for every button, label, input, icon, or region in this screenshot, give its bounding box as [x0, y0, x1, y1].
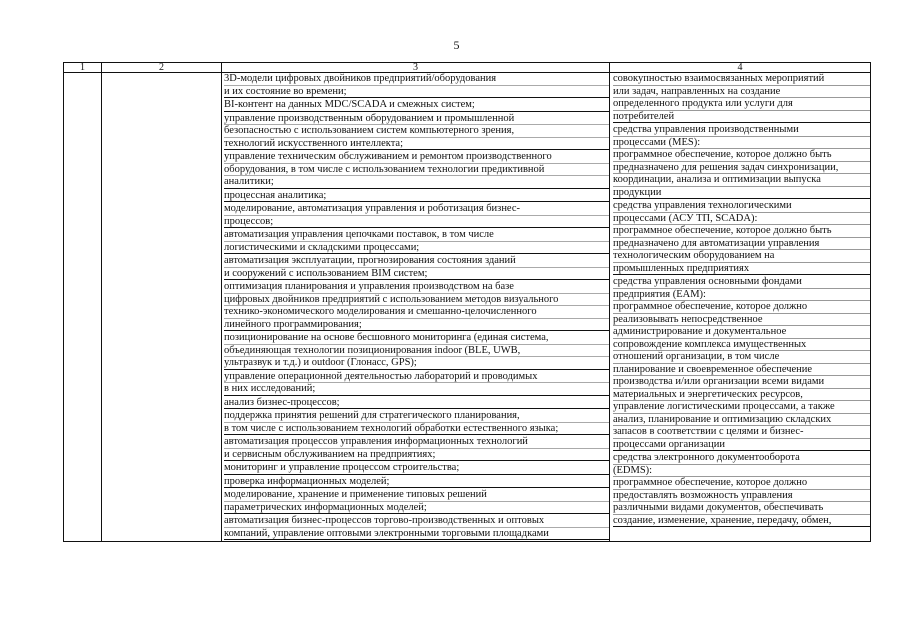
text-line: или задач, направленных на создание [613, 86, 870, 99]
text-line: администрирование и документальное [613, 326, 870, 339]
text-line: программное обеспечение, которое должно быть [613, 149, 870, 162]
text-line: 3D-модели цифровых двойников предприятий/оборудования [224, 73, 609, 86]
col-1-cell [64, 73, 102, 542]
text-line: процессов; [224, 216, 609, 229]
table-header-row [64, 63, 871, 73]
text-line: процессная аналитика; [224, 190, 609, 203]
text-line: в том числе с использованием технологий обработки естественного языка; [224, 423, 609, 436]
col-3-item [224, 113, 609, 151]
col-3-item [224, 332, 609, 370]
text-line: ультразвук и т.д.) и outdoor (Глонасс, GPS); [224, 357, 609, 370]
text-line: поддержка принятия решений для стратегического планирования, [224, 410, 609, 423]
col-3-item [224, 436, 609, 461]
col-3-item [224, 489, 609, 514]
col-2-cell [102, 73, 222, 542]
text-line: и сервисным обслуживанием на предприятиях; [224, 449, 609, 462]
text-line: цифровых двойников предприятий с использованием методов визуального [224, 294, 609, 307]
document-table [63, 62, 871, 542]
col-3-item [224, 397, 609, 410]
text-line: аналитики; [224, 176, 609, 189]
col-4-definition-block [613, 276, 870, 451]
col-3-item [224, 462, 609, 475]
text-line: линейного программирования; [224, 319, 609, 332]
col-3-item [224, 255, 609, 280]
text-line: запасов в соответствии с целями и бизнес- [613, 426, 870, 439]
text-line: координации, анализа и оптимизации выпуска [613, 174, 870, 187]
text-line: создание, изменение, хранение, передачу, обмен, [613, 514, 832, 526]
header-col-4: 4 [610, 63, 871, 73]
text-line: процессами (MES): [613, 137, 870, 150]
text-line: средства управления технологическими [613, 200, 870, 213]
text-line: управление операционной деятельностью лабораторий и проводимых [224, 371, 609, 384]
col-3-item [224, 476, 609, 489]
col-3-cell [222, 73, 610, 542]
col-4-text [610, 73, 870, 528]
text-line: оптимизация планирования и управления производством на базе [224, 281, 609, 294]
col-3-item [224, 515, 609, 540]
table-row [64, 73, 871, 542]
text-line: определенного продукта или услуги для [613, 98, 870, 111]
text-line: предоставлять возможность управления [613, 490, 870, 503]
text-line: мониторинг и управление процессом строительства; [224, 462, 609, 475]
text-line: средства электронного документооборота [613, 452, 870, 465]
col-3-item [224, 99, 609, 112]
text-line: реализовывать непосредственное [613, 314, 870, 327]
text-line: отношений организации, в том числе [613, 351, 870, 364]
text-line: безопасностью с использованием систем компьютерного зрения, [224, 125, 609, 138]
col-3-item [224, 371, 609, 396]
col-3-item [224, 190, 609, 203]
text-line: производства и/или организации всеми видами [613, 376, 870, 389]
text-line: процессами (АСУ ТП, SCADA): [613, 213, 870, 226]
page-number: 5 [453, 38, 460, 52]
header-col-3: 3 [222, 63, 610, 73]
col-3-item [224, 229, 609, 254]
text-line: автоматизация процессов управления информационных технологий [224, 436, 609, 449]
text-line: автоматизация бизнес-процессов торгово-производственных и оптовых [224, 515, 609, 528]
text-line: параметрических информационных моделей; [224, 502, 609, 515]
text-line: BI-контент на данных MDC/SCADA и смежных систем; [224, 99, 609, 112]
text-line: материальных и энергетических ресурсов, [613, 389, 870, 402]
col-3-item [224, 281, 609, 331]
text-line: предназначено для решения задач синхронизации, [613, 162, 870, 175]
text-line: промышленных предприятиях [613, 262, 750, 274]
text-line: программное обеспечение, которое должно быть [613, 225, 870, 238]
text-line: автоматизация эксплуатации, прогнозирования состояния зданий [224, 255, 609, 268]
text-line: моделирование, автоматизация управления и роботизация бизнес- [224, 203, 609, 216]
text-line: анализ бизнес-процессов; [224, 397, 609, 410]
col-3-text [222, 73, 609, 541]
text-line: управление техническим обслуживанием и ремонтом производственного [224, 151, 609, 164]
text-line: автоматизация управления цепочками поставок, в том числе [224, 229, 609, 242]
text-line: совокупностью взаимосвязанных мероприятий [613, 73, 870, 86]
text-line: моделирование, хранение и применение типовых решений [224, 489, 609, 502]
col-4-cell [610, 73, 871, 542]
col-3-item [224, 203, 609, 228]
text-line: проверка информационных моделей; [224, 476, 609, 489]
text-line: продукции [613, 186, 662, 198]
text-line: технологическим оборудованием на [613, 250, 870, 263]
text-line: программное обеспечение, которое должно [613, 477, 870, 490]
col-4-definition-block [613, 124, 870, 199]
text-line: планирование и своевременное обеспечение [613, 364, 870, 377]
text-line: анализ, планирование и оптимизацию складских [613, 414, 870, 427]
text-line: управление производственным оборудованием и промышленной [224, 113, 609, 126]
text-line: (EDMS): [613, 465, 870, 478]
text-line: процессами организации [613, 438, 726, 450]
text-line: предназначено для автоматизации управления [613, 238, 870, 251]
text-line: оборудования, в том числе с использованием технологии предиктивной [224, 164, 609, 177]
col-4-definition-block [613, 200, 870, 275]
text-line: в них исследований; [224, 383, 609, 396]
col-3-item [224, 73, 609, 98]
col-4-definition-block [613, 452, 870, 527]
text-line: и сооружений с использованием BIM систем; [224, 268, 609, 281]
text-line: программное обеспечение, которое должно [613, 301, 870, 314]
text-line: объединяющая технологии позиционирования indoor (BLE, UWB, [224, 345, 609, 358]
text-line: предприятия (EAM): [613, 289, 870, 302]
text-line: технико-экономического моделирования и смешанно-целочисленного [224, 306, 609, 319]
text-line: управление логистическими процессами, а также [613, 401, 870, 414]
col-3-item [224, 410, 609, 435]
col-4-definition-block [613, 73, 870, 123]
header-col-1: 1 [64, 63, 102, 73]
text-line: сопровождение комплекса имущественных [613, 339, 870, 352]
text-line: позиционирование на основе бесшовного мониторинга (единая система, [224, 332, 609, 345]
text-line: компаний, управление оптовыми электронными торговыми площадками [224, 528, 609, 541]
text-line: средства управления производственными [613, 124, 870, 137]
col-3-item [224, 151, 609, 189]
text-line: логистическими и складскими процессами; [224, 242, 609, 255]
text-line: потребителей [613, 110, 675, 122]
text-line: технологий искусственного интеллекта; [224, 138, 609, 151]
text-line: и их состояние во времени; [224, 86, 609, 99]
text-line: средства управления основными фондами [613, 276, 870, 289]
header-col-2: 2 [102, 63, 222, 73]
text-line: различными видами документов, обеспечивать [613, 502, 870, 515]
